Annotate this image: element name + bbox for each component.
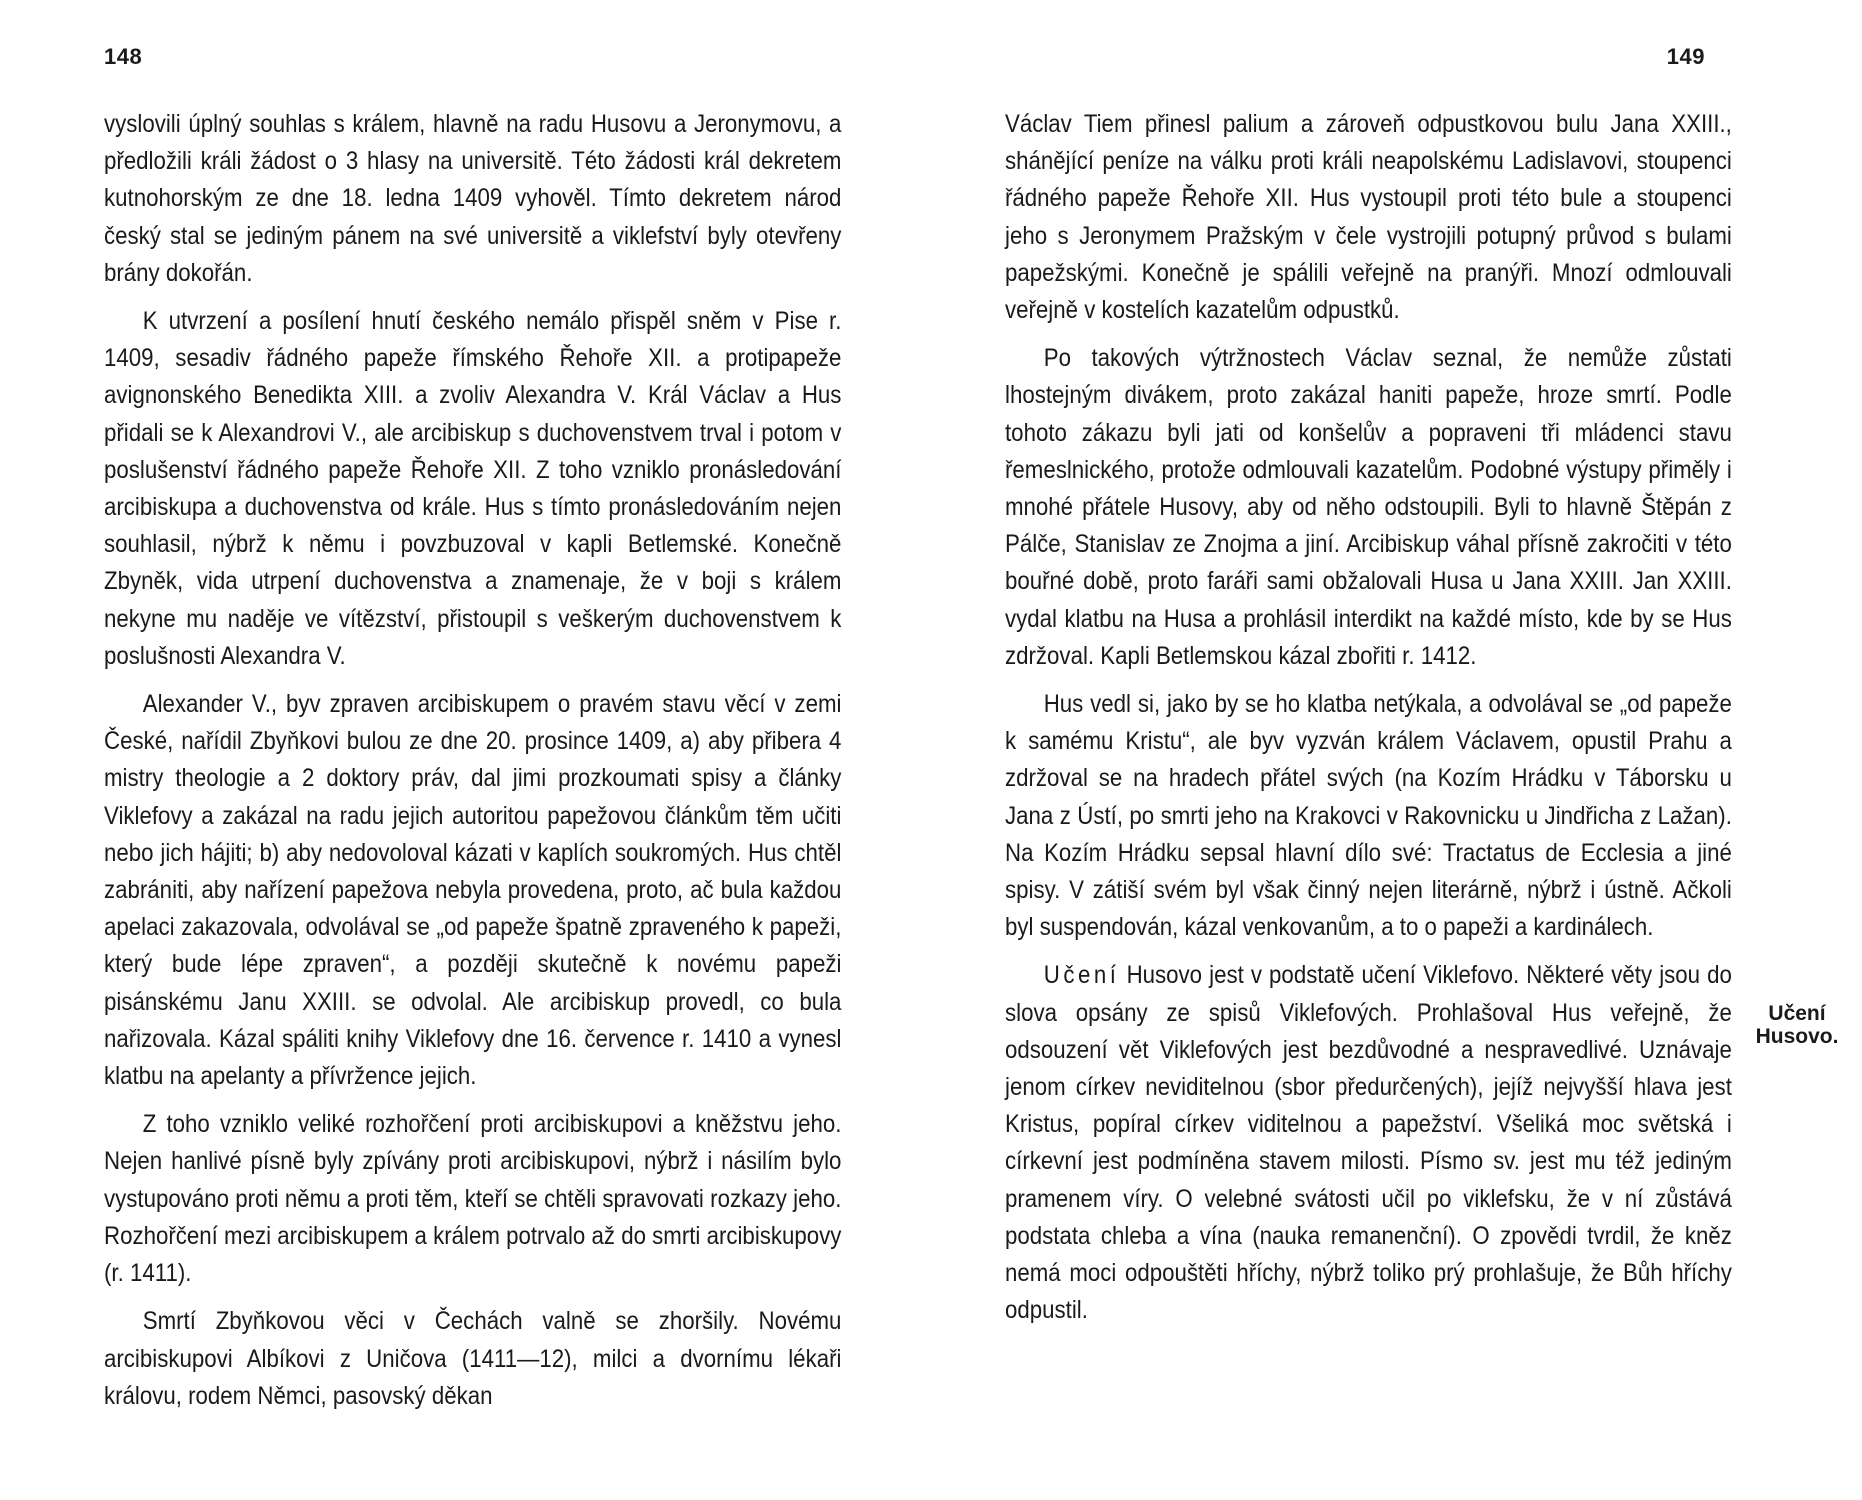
page-number: 148: [104, 44, 143, 69]
section-lead-word: Učení: [1043, 961, 1120, 990]
paragraph: Alexander V., byv zpraven arcibiskupem o pravém stavu věcí v zemi České, nařídil Zbyňkovi bulou ze dne 20. prosince 1409, a) aby přibera 4 mistry theologie a 2 doktory práv, dal jimi prozkoumati spisy a články Viklefovy a zakázal na radu jejich autoritou papežovou článkům těm učiti nebo jich hájiti; b) aby nedovoloval kázati v kaplích soukromých. Hus chtěl zabrániti, aby nařízení papežova nebyla provedena, proto, ač bula každou apelaci zakazovala, odvolával se „od papeže špatně zpraveného k papeži, který bude lépe zpraven“, a později skutečně k novému papeži pisánskému Janu XXIII. se odvolal. Ale arcibiskup provedl, co bula nařizovala. Kázal spáliti knihy Viklefovy dne 16. července r. 1410 a vynesl klatbu na apelanty a přívržence jejich.: [104, 690, 842, 1091]
margin-note: Učení Husovo.: [1755, 1002, 1839, 1048]
paragraph: Smrtí Zbyňkovou věci v Čechách valně se zhoršily. Novému arcibiskupovi Albíkovi z Uničova (1411—12), milci a dvornímu lékaři královu, rodem Němci, pasovský děkan: [104, 1307, 842, 1410]
paragraph: Z toho vzniklo veliké rozhořčení proti arcibiskupovi a kněžstvu jeho. Nejen hanlivé písně byly zpívány proti arcibiskupovi, nýbrž i násilím bylo vystupováno proti němu a proti těm, kteří se chtěli spravovati rozkazy jeho. Rozhořčení mezi arcibiskupem a králem potrvalo až do smrti arcibiskupovy (r. 1411).: [104, 1110, 842, 1288]
paragraph: Po takových výtržnostech Václav seznal, že nemůže zůstati lhostejným divákem, proto zakázal haniti papeže, hroze smrtí. Podle tohoto zákazu byli jati od konšelův a popraveni tři mládenci stavu řemeslnického, protože odmlouvali kazatelům. Podobné výstupy přiměly i mnohé přátele Husovy, aby od něho odstoupili. Byli to hlavně Štěpán z Pálče, Stanislav ze Znojma a jiní. Arcibiskup váhal přísně zakročiti v této bouřné době, proto faráři sami obžalovali Husa u Jana XXIII. Jan XXIII. vydal klatbu na Husa a prohlásil interdikt na každé místo, kde by se Hus zdržoval. Kapli Betlemskou kázal zbořiti r. 1412.: [1005, 344, 1732, 670]
right-page-body: [1005, 106, 1732, 1330]
paragraph: K utvrzení a posílení hnutí českého nemálo přispěl sněm v Pise r. 1409, sesadiv řádného papeže římského Řehoře XII. a protipapeže avignonského Benedikta XIII. a zvoliv Alexandra V. Král Václav a Hus přidali se k Alexandrovi V., ale arcibiskup s duchovenstvem trval i potom v poslušenství řádného papeže Řehoře XII. Z toho vzniklo pronásledování arcibiskupa a duchovenstva od krále. Hus s tímto pronásledováním nejen souhlasil, nýbrž k němu i povzbuzoval v kapli Betlemské. Konečně Zbyněk, vida utrpení duchovenstva a znamenaje, že v boji s králem nekyne mu naděje ve vítězství, přistoupil s veškerým duchovenstvem k poslušnosti Alexandra V.: [104, 307, 842, 670]
paragraph: vyslovili úplný souhlas s králem, hlavně na radu Husovu a Jeronymovu, a předložili králi žádost o 3 hlasy na universitě. Této žádosti král dekretem kutnohorským ze dne 18. ledna 1409 vyhověl. Tímto dekretem národ český stal se jediným pánem na své universitě a viklefství byly otevřeny brány dokořán.: [104, 110, 842, 287]
page-number: 149: [1666, 44, 1705, 69]
paragraph: Hus vedl si, jako by se ho klatba netýkala, a odvolával se „od papeže k samému Kristu“, ale byv vyzván králem Václavem, opustil Prahu a zdržoval se na hradech přátel svých (na Kozím Hrádku v Táborsku u Jana z Ústí, po smrti jeho na Krakovci v Rakovnicku u Jindřicha z Lažan). Na Kozím Hrádku sepsal hlavní dílo své: Tractatus de Ecclesia a jiné spisy. V zátiší svém byl však činný nejen literárně, nýbrž i ústně. Ačkoli byl suspendován, kázal venkovanům, a to o papeži a kardinálech.: [1005, 690, 1732, 942]
paragraph: [1005, 957, 1732, 1329]
paragraph: Václav Tiem přinesl palium a zároveň odpustkovou bulu Jana XXIII., shánějící peníze na válku proti králi neapolskému Ladislavovi, stoupenci řádného papeže Řehoře XII. Hus vystoupil proti této bule a stoupenci jeho s Jeronymem Pražským v čele vystrojili potupný průvod s bulami papežskými. Konečně je spálili veřejně na pranýři. Mnozí odmlouvali veřejně v kostelích kazatelům odpustků.: [1005, 110, 1732, 325]
left-page-body: [104, 106, 841, 1415]
right-page: [931, 0, 1862, 1500]
paragraph-text: Husovo jest v podstatě učení Viklefovo. Některé věty jsou do slova opsány ze spisů Viklefových. Prohlašoval Hus veřejně, že odsouzení vět Viklefových jest bezdůvodné a nespravedlivé. Uznávaje jenom církev neviditelnou (sbor předurčených), jejíž nejvyšší hlava jest Kristus, popíral církev viditelnou a papežství. Všeliká moc světská i církevní jest podmíněna stavem milosti. Písmo sv. jest mu též jediným pramenem víry. O velebné svátosti učil po viklefsku, že v ní zůstává podstata chleba a vína (nauka remanenční). O zpovědi tvrdil, že kněz nemá moci odpouštěti hříchy, nýbrž toliko prý prohlašuje, že Bůh hříchy odpustil.: [1005, 961, 1732, 1325]
